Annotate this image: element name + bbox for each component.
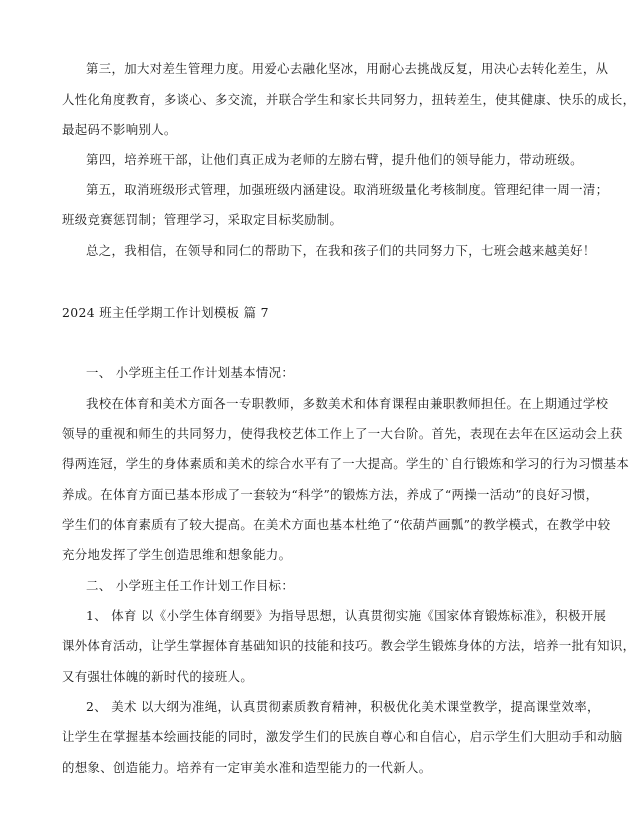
paragraph-line: 人性化角度教育，多谈心、多交流，并联合学生和家长共同努力，扭转差生，使其健康、快乐的成长， — [62, 92, 635, 107]
paragraph-line: 总之，我相信，在领导和同仁的帮助下，在我和孩子们的共同努力下，七班会越来越美好！ — [86, 243, 596, 258]
section-heading: 二、 小学班主任工作计划工作目标： — [86, 578, 295, 593]
paragraph-line: 领导的重视和师生的共同努力，使得我校艺体工作上了一大台阶。首先，表现在去年在区运动会上获 — [62, 426, 623, 441]
paragraph-line: 第四，培养班干部，让他们真正成为老师的左膀右臂，提升他们的领导能力，带动班级。 — [86, 152, 583, 167]
paragraph-line: 班级竞赛惩罚制；管理学习，采取定目标奖励制。 — [62, 212, 343, 227]
paragraph-line: 养成。在体育方面已基本形成了一套较为“科学”的锻炼方法，养成了“两操一活动”的良好习惯， — [62, 487, 599, 502]
paragraph-line: 让学生在掌握基本绘画技能的同时，激发学生们的民族自尊心和自信心，启示学生们大胆动手和动脑 — [62, 729, 623, 744]
paragraph-line: 得两连冠，学生的身体素质和美术的综合水平有了一大提高。学生的`自行锻炼和学习的行为习惯基本 — [62, 456, 630, 471]
paragraph-line: 学生们的体育素质有了较大提高。在美术方面也基本杜绝了“依葫芦画瓢”的教学模式，在教学中较 — [62, 517, 611, 532]
paragraph-line: 1、 体育 以《小学生体育纲要》为指导思想，认真贯彻实施《国家体育锻炼标准》，积极开展 — [86, 608, 607, 623]
paragraph-line: 2、 美术 以大纲为准绳，认真贯彻素质教育精神，积极优化美术课堂教学，提高课堂效率， — [86, 699, 600, 714]
paragraph-line: 第三，加大对差生管理力度。用爱心去融化坚冰，用耐心去挑战反复，用决心去转化差生，从 — [86, 61, 609, 76]
paragraph-line: 第五，取消班级形式管理，加强班级内涵建设。取消班级量化考核制度。管理纪律一周一清； — [86, 182, 609, 197]
paragraph-line: 充分地发挥了学生创造思维和想象能力。 — [62, 547, 292, 562]
section-heading: 一、 小学班主任工作计划基本情况： — [86, 365, 295, 380]
paragraph-line: 课外体育活动，让学生掌握体育基础知识的技能和技巧。教会学生锻炼身体的方法，培养一批有知识， — [62, 638, 635, 653]
paragraph-line: 的想象、创造能力。培养有一定审美水准和造型能力的一代新人。 — [62, 760, 432, 775]
paragraph-line: 又有强壮体魄的新时代的接班人。 — [62, 669, 254, 684]
section-title: 2024 班主任学期工作计划模板 篇 7 — [62, 305, 269, 320]
paragraph-line: 我校在体育和美术方面各一专职教师，多数美术和体育课程由兼职教师担任。在上期通过学校 — [86, 396, 609, 411]
paragraph-line: 最起码不影响别人。 — [62, 122, 177, 137]
